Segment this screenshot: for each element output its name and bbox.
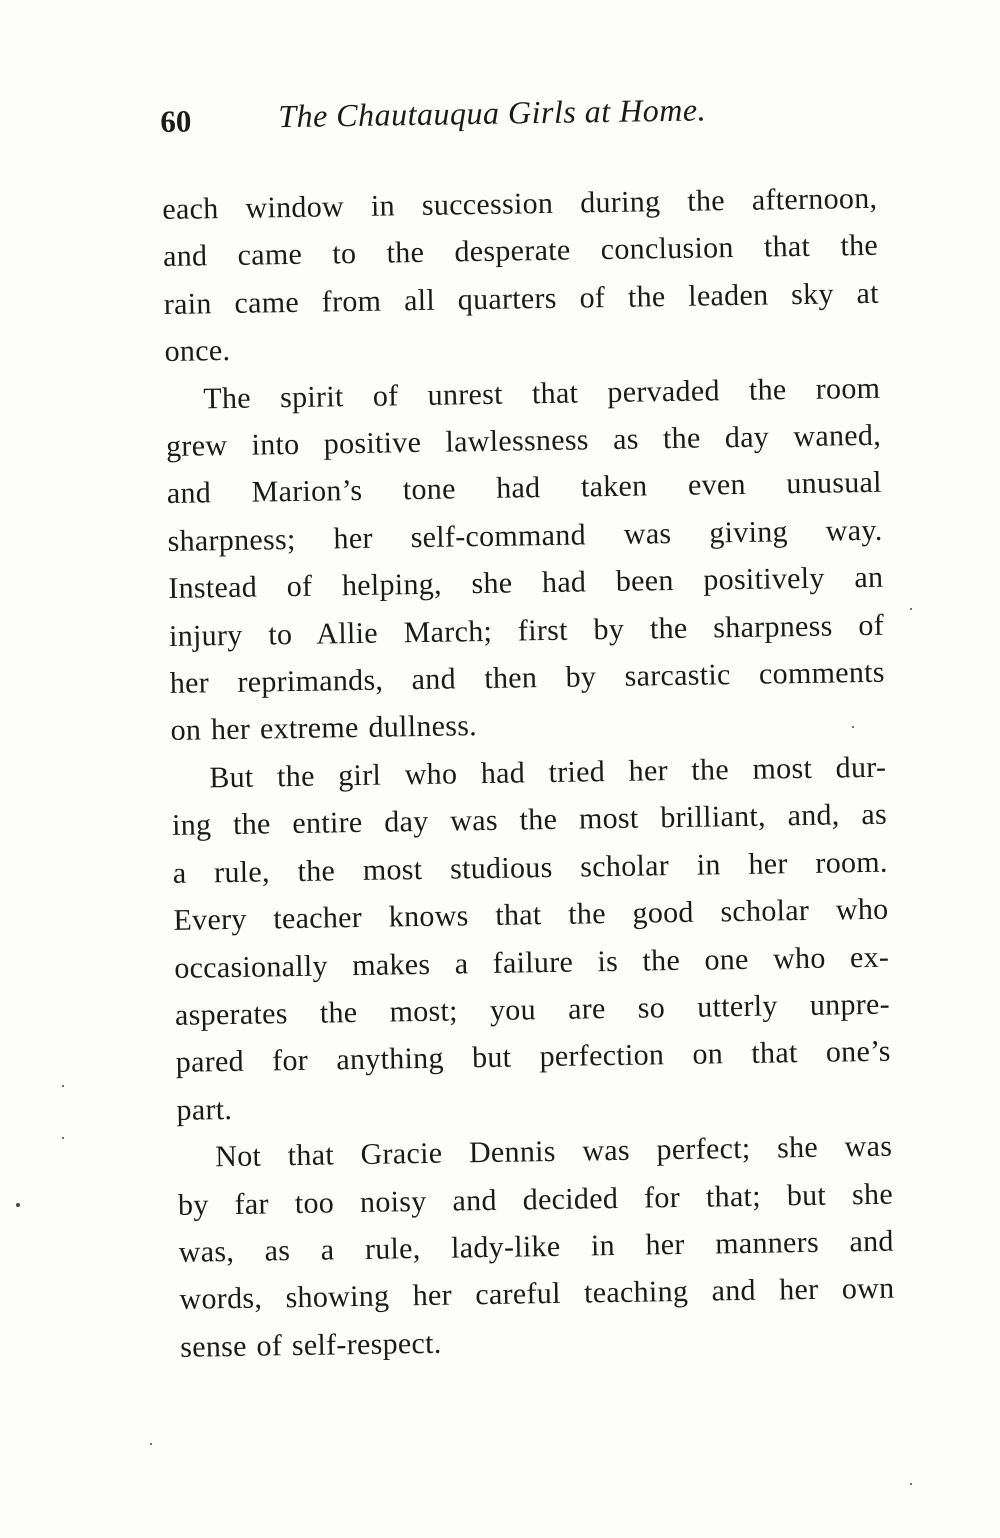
scan-speck	[62, 1137, 64, 1139]
text-line: sharpness; her self-command was giving way.	[167, 513, 883, 558]
paragraph	[165, 364, 886, 754]
text-line: and Marion’s tone had taken even unusual	[166, 466, 883, 511]
text-line: asperates the most; you are so utterly unpre-	[174, 987, 891, 1032]
scan-speck	[910, 608, 912, 610]
text-line: once.	[164, 334, 231, 369]
body-text	[162, 175, 896, 1371]
text-line: Instead of helping, she had been positively an	[168, 560, 884, 606]
text-line: part.	[176, 1092, 233, 1127]
running-head	[160, 90, 801, 150]
running-title: The Chautauqua Girls at Home.	[277, 91, 707, 135]
text-line: ing the entire day was the most brilliant, and, as	[171, 797, 888, 843]
text-line: sense of self-respect.	[179, 1326, 442, 1364]
text-line: The spirit of unrest that pervaded the room	[203, 371, 881, 415]
text-line: But the girl who had tried her the most dur-	[209, 750, 887, 795]
text-line: rain came from all quarters of the leaden sky at	[163, 276, 880, 321]
text-line: Not that Gracie Dennis was perfect; she was	[214, 1129, 893, 1174]
scan-speck	[150, 1443, 152, 1445]
page-number: 60	[160, 103, 192, 139]
paragraph	[162, 175, 880, 376]
text-line: and came to the desperate conclusion that the	[162, 229, 879, 274]
scan-speck	[910, 1483, 912, 1485]
text-line: words, showing her careful teaching and her own	[179, 1271, 895, 1317]
paragraph	[177, 1123, 896, 1371]
text-line: was, as a rule, lady-like in her manners and	[178, 1224, 894, 1269]
text-line: each window in succession during the afternoon,	[162, 181, 878, 226]
scan-speck	[16, 1203, 20, 1207]
text-line: by far too noisy and decided for that; but she	[177, 1177, 894, 1222]
text-line: her reprimands, and then by sarcastic comments	[169, 655, 885, 700]
scan-speck	[62, 1085, 64, 1087]
scan-speck	[852, 726, 854, 728]
text-line: a rule, the most studious scholar in her room.	[172, 845, 888, 890]
text-line: pared for anything but perfection on that one’s	[175, 1034, 891, 1080]
text-line: occasionally makes a failure is the one who ex-	[174, 940, 890, 985]
text-line: grew into positive lawlessness as the day waned,	[165, 418, 882, 463]
text-line: Every teacher knows that the good scholar who	[173, 892, 889, 938]
text-line: on her extreme dullness.	[170, 709, 478, 748]
paragraph	[171, 744, 892, 1134]
text-line: injury to Allie March; first by the sharpness of	[168, 608, 885, 653]
